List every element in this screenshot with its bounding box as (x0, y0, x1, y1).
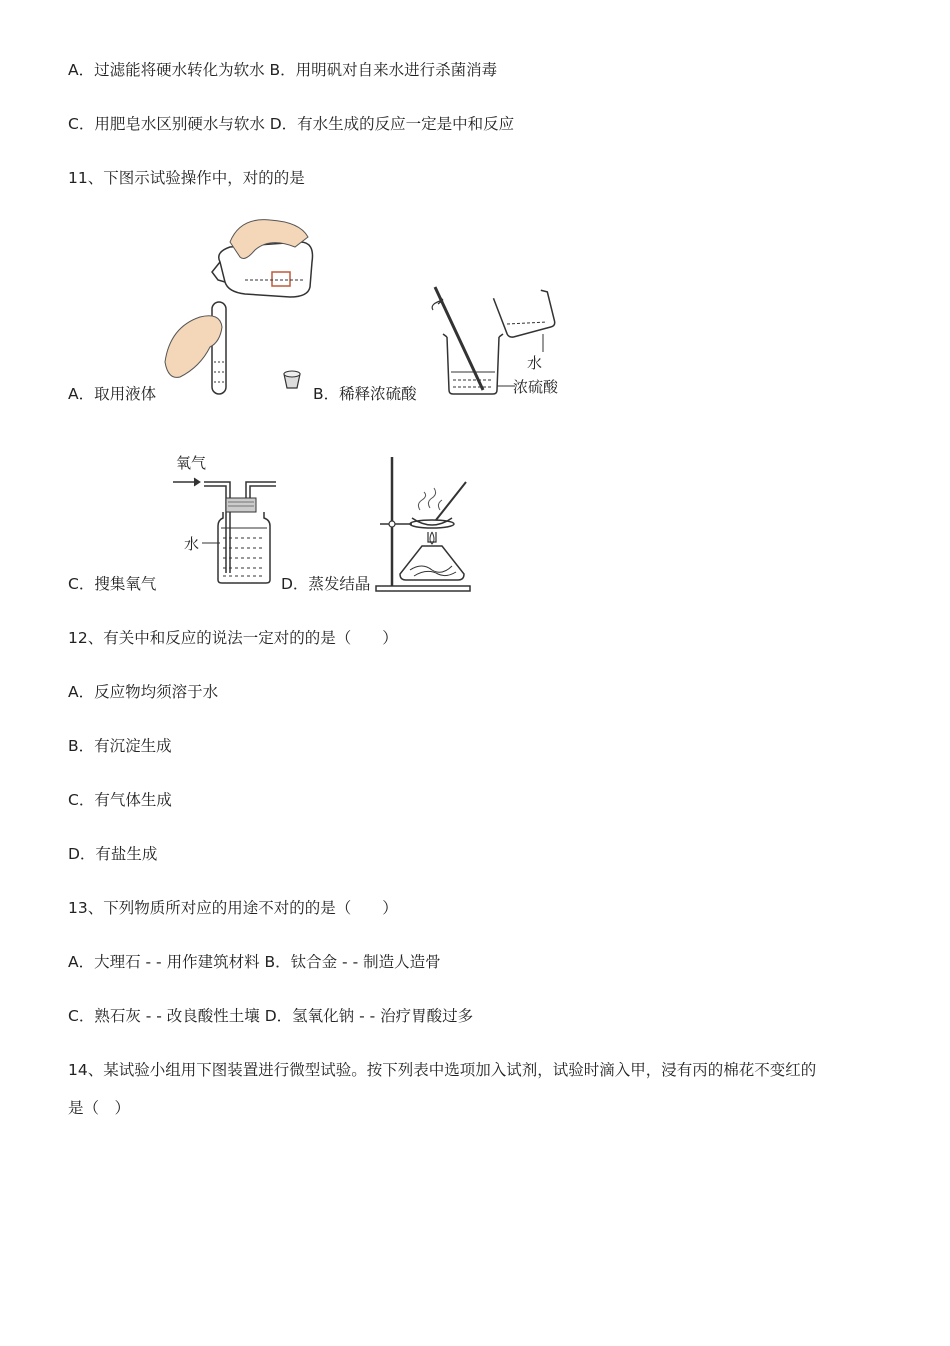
figure-b-label-water: 水 (527, 354, 543, 372)
figure-d-evaporation (372, 452, 472, 592)
figure-b-diluting-acid (425, 282, 575, 400)
figure-a-caption: A．取用液体 (68, 385, 157, 403)
q12-option-d: D．有盐生成 (68, 845, 158, 863)
figure-c-label-water: 水 (184, 535, 200, 553)
q11-stem: 11、下图示试验操作中，对的的是 (68, 169, 305, 187)
q12-option-a: A．反应物均须溶于水 (68, 683, 219, 701)
q13-options-cd: C．熟石灰 - - 改良酸性土壤 D．氢氧化钠 - - 治疗胃酸过多 (68, 1007, 474, 1025)
figure-b-caption: B．稀释浓硫酸 (313, 385, 417, 403)
q12-option-b: B．有沉淀生成 (68, 737, 172, 755)
figure-c-label-oxygen: 氧气 (176, 454, 207, 472)
figure-c-caption: C．搜集氧气 (68, 575, 157, 593)
figure-b-label-acid: 浓硫酸 (513, 378, 559, 396)
q14-stem-line2: 是（ ） (68, 1099, 131, 1117)
figure-c-collecting-oxygen (168, 448, 283, 588)
q13-stem: 13、下列物质所对应的用途不对的的是（ ） (68, 899, 398, 917)
q12-option-c: C．有气体生成 (68, 791, 172, 809)
figure-d-caption: D．蒸发结晶 (281, 575, 371, 593)
q10-options-cd: C．用肥皂水区别硬水与软水 D．有水生成的反应一定是中和反应 (68, 115, 515, 133)
q13-options-ab: A．大理石 - - 用作建筑材料 B．钛合金 - - 制造人造骨 (68, 953, 441, 971)
q10-options-ab: A．过滤能将硬水转化为软水 B．用明矾对自来水进行杀菌消毒 (68, 61, 498, 79)
q12-stem: 12、有关中和反应的说法一定对的的是（ ） (68, 629, 398, 647)
figure-a-pouring-liquid (160, 212, 320, 402)
q14-stem-line1: 14、某试验小组用下图装置进行微型试验。按下列表中选项加入试剂，试验时滴入甲，浸有丙的棉花不变红的 (68, 1061, 817, 1079)
